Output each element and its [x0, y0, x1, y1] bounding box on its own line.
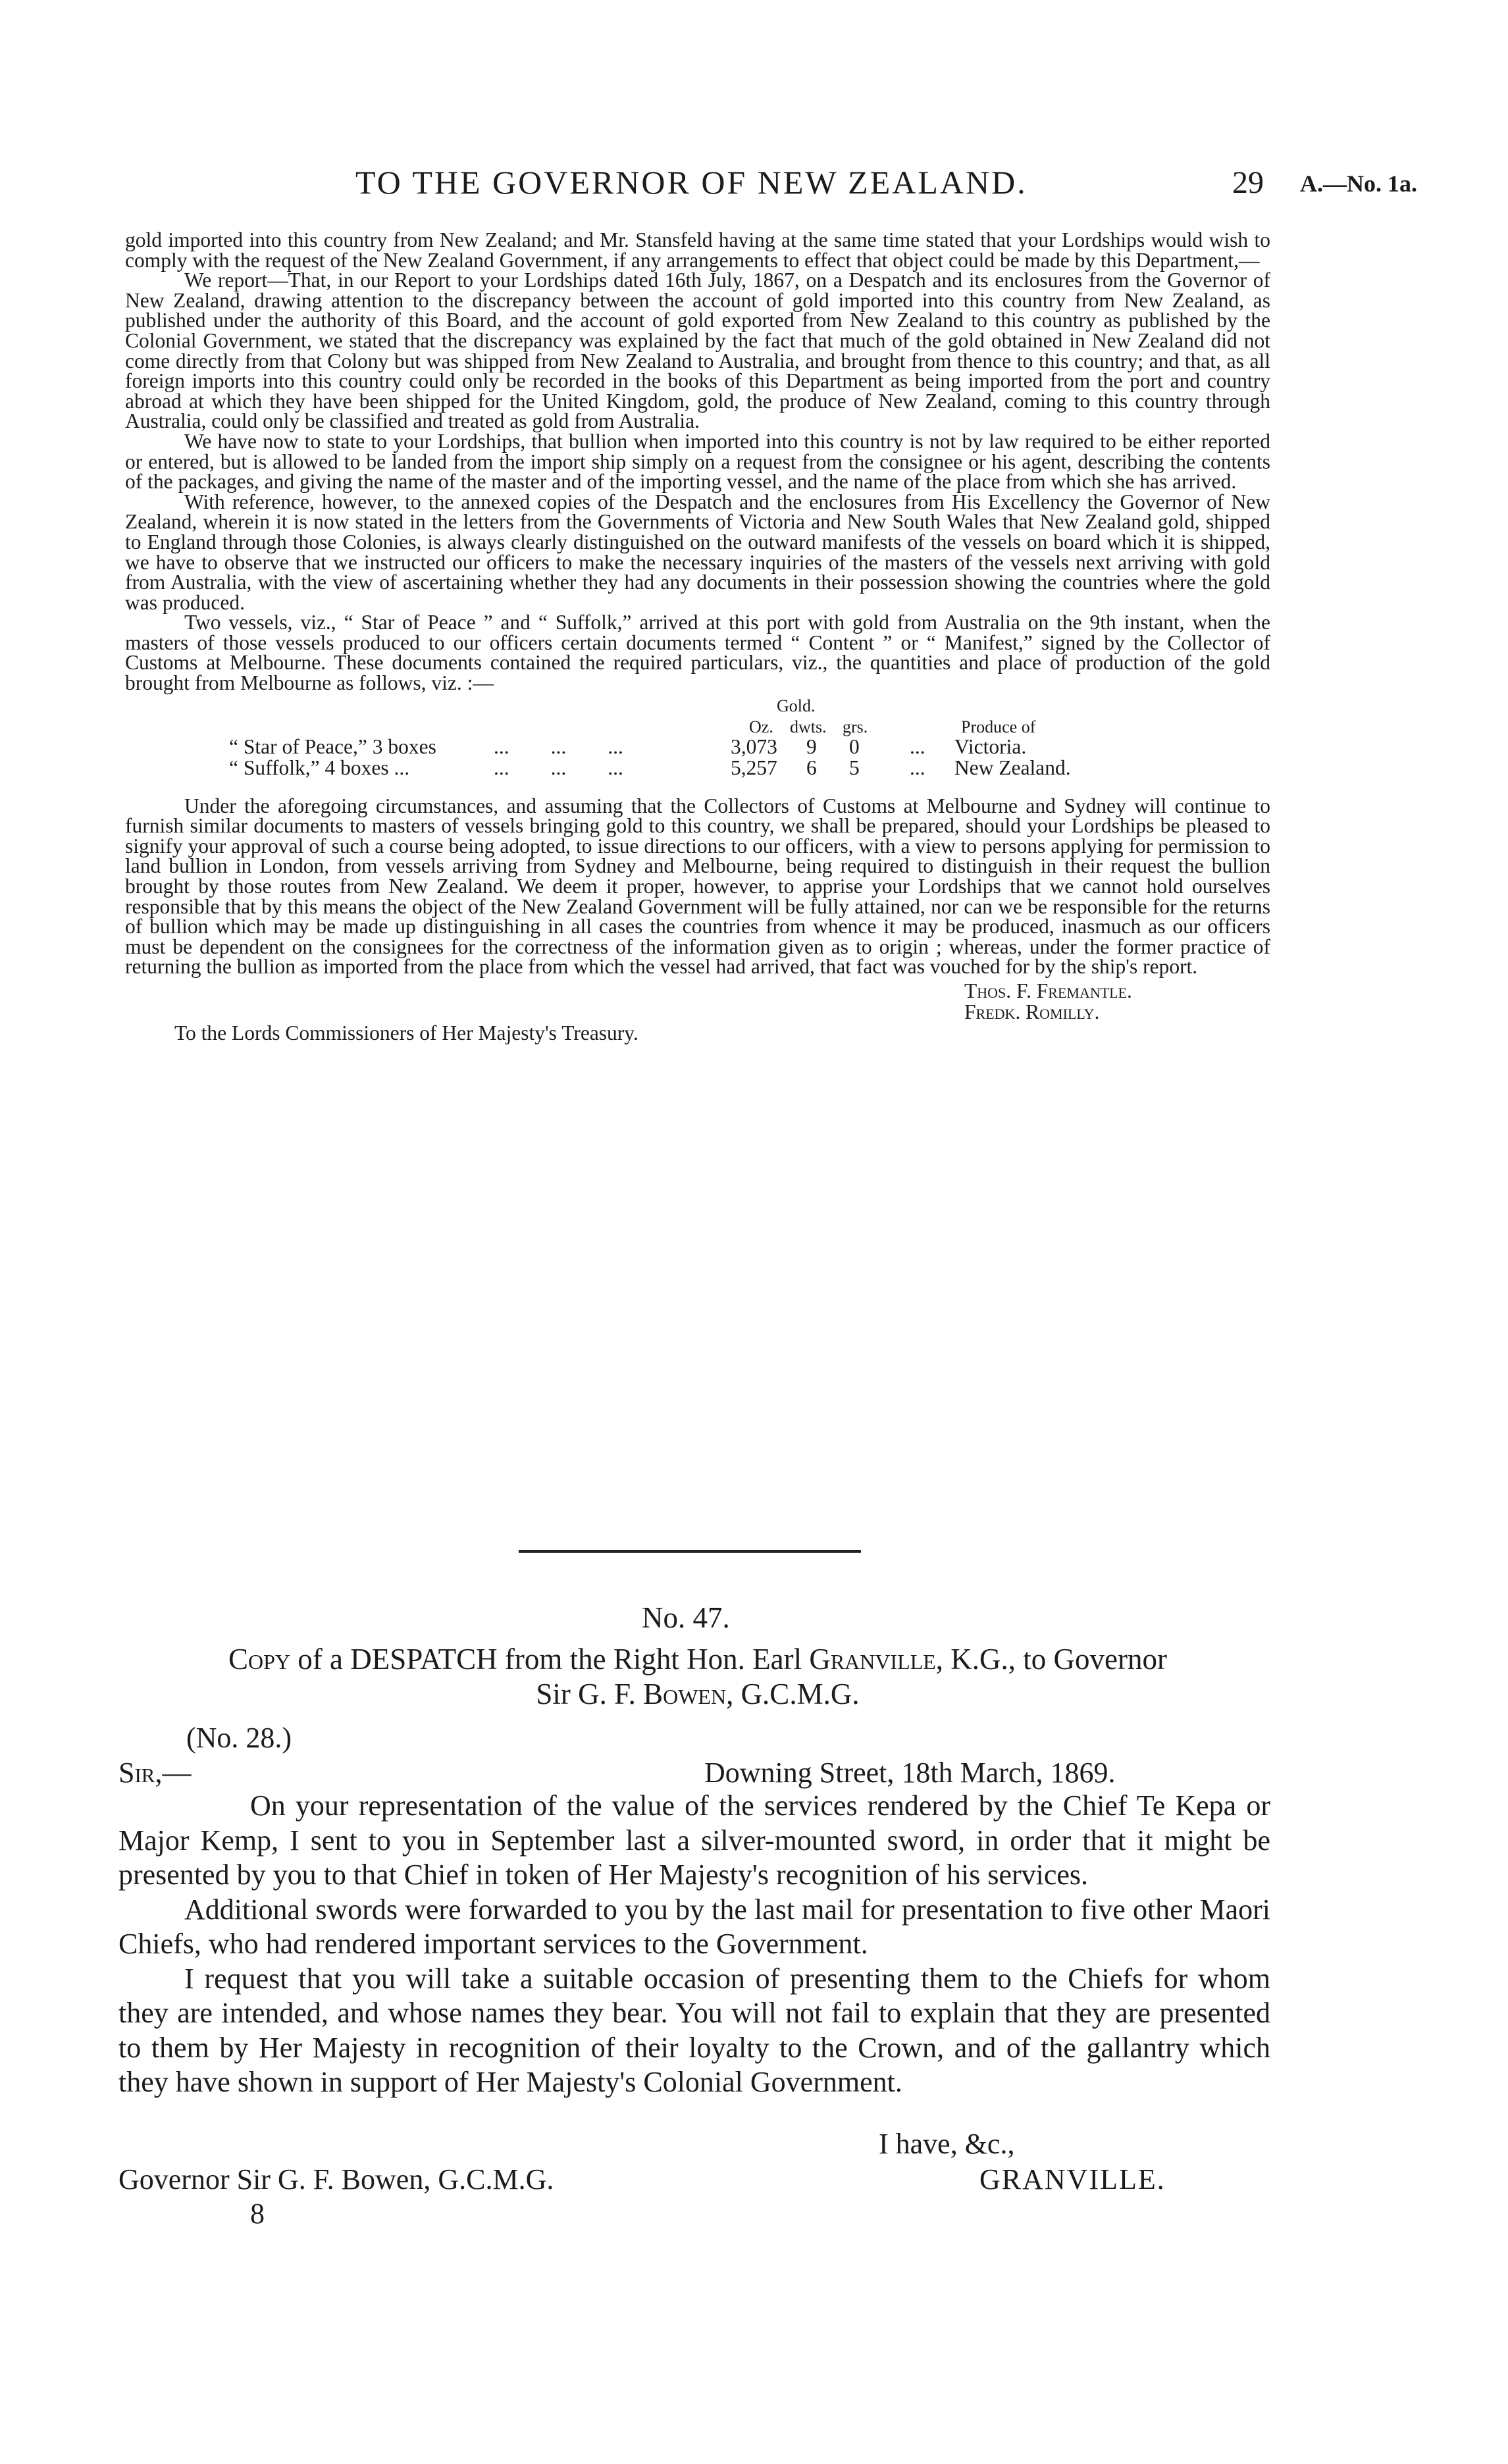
gold-shipment-table: [125, 694, 1270, 796]
letter-signer: GRANVILLE.: [979, 2163, 1166, 2195]
section-divider: [519, 1550, 861, 1553]
table-row-dwts: 9: [806, 734, 817, 758]
oz-column-header: Oz.: [749, 717, 773, 736]
page-number: 29: [1232, 165, 1264, 200]
grs-column-header: grs.: [843, 717, 868, 736]
table-row-vessel: “ Suffolk,” 4 boxes ...: [229, 756, 410, 779]
salutation: Sir,—: [118, 1757, 192, 1789]
despatch-heading: [118, 1642, 1277, 1712]
letter-closing: I have, &c.,: [879, 2128, 1015, 2160]
heading-text: , G.C.M.G.: [726, 1678, 860, 1710]
table-row-vessel: “ Star of Peace,” 3 boxes: [229, 734, 436, 758]
place-and-date: Downing Street, 18th March, 1869.: [704, 1757, 1116, 1789]
despatch-number: No. 47.: [642, 1601, 730, 1634]
report-paragraph: gold imported into this country from New Zealand; and Mr. Stansfeld having at the same time stated that your Lordships would wish to comply with the request of the New Zealand Government, if any arrangements to effect that object could be made by this Department,—: [125, 228, 1270, 272]
report-signature-block: [125, 977, 1270, 1056]
gold-column-header: Gold.: [777, 696, 816, 715]
heading-copy: Copy: [228, 1643, 291, 1676]
table-row-grs: 5: [849, 756, 860, 779]
table-row-leader: ...: [910, 734, 925, 758]
table-row-dwts: 6: [806, 756, 817, 779]
report-body: [125, 230, 1270, 1056]
table-row-produce: Victoria.: [954, 734, 1027, 758]
heading-text: , K.G., to Governor: [935, 1643, 1167, 1676]
report-paragraph: We have now to state to your Lordships, that bullion when imported into this country is not by law required to be either reported or entered, but is allowed to be landed from the import ship simply on a request from the consignee or his agent, describing the contents of the packages, and giving the name of the master and of the importing vessel, and the name of the place from which she has arrived.: [125, 429, 1270, 494]
series-reference: A.—No. 1a.: [1300, 170, 1417, 197]
table-row-oz: 5,257: [731, 756, 777, 779]
table-row-grs: 0: [849, 734, 860, 758]
page-header-title: TO THE GOVERNOR OF NEW ZEALAND.: [355, 164, 1027, 201]
table-row-leader: ... ... ...: [494, 756, 623, 779]
signatory-romilly: Fredk. Romilly.: [964, 1000, 1100, 1023]
sheet-signature: 8: [250, 2197, 265, 2230]
letter-paragraph: I request that you will take a suitable occasion of presenting them to the Chiefs for whom they are intended, and whose names they bear. You will not fail to explain that they are presented to them by Her Majesty in recognition of their loyalty to the Crown, and of the gallantry which they have shown in support of Her Majesty's Colonial Government.: [118, 1962, 1270, 2098]
report-paragraph: Two vessels, viz., “ Star of Peace ” and “ Suffolk,” arrived at this port with gold from Australia on the 9th instant, when the masters of those vessels produced to our officers certain documents termed “ Content ” or “ Manifest,” signed by the Collector of Customs at Melbourne. These documents contained the required particulars, viz., the quantities and place of production of the gold brought from Melbourne as follows, viz. :—: [125, 611, 1270, 695]
report-paragraph: We report—That, in our Report to your Lordships dated 16th July, 1867, on a Despatch and its enclosures from the Governor of New Zealand, drawing attention to the discrepancy between the account of gold imported into this country from New Zealand, as published under the authority of this Board, and the account of gold exported from New Zealand to this country as published by the Colonial Government, we stated that the discrepancy was explained by the fact that much of the gold obtained in New Zealand did not come directly from that Colony but was shipped from New Zealand to Australia, and brought from thence to this country; and that, as all foreign imports into this country could only be recorded in the books of this Department as being imported from the port and country abroad at which they have been shipped for the United Kingdom, gold, the produce of New Zealand, coming to this country through Australia, could only be classified and treated as gold from Australia.: [125, 269, 1270, 433]
heading-text: of a DESPATCH from the Right Hon. Earl: [290, 1643, 810, 1676]
letter-paragraph: On your representation of the value of the services rendered by the Chief Te Kepa or Major Kemp, I sent to you in September last a silver-mounted sword, in order that it might be presented by you to that Chief in token of Her Majesty's recognition of his services.: [118, 1789, 1270, 1891]
dwts-column-header: dwts.: [790, 717, 827, 736]
report-paragraph: Under the aforegoing circumstances, and assuming that the Collectors of Customs at Melbourne and Sydney will continue to furnish similar documents to masters of vessels bringing gold to this country, we shall be prepared, should your Lordships be pleased to signify your approval of such a course being adopted, to issue directions to our officers, with a view to persons applying for permission to land bullion in London, from vessels arriving from Sydney and Melbourne, being required to distinguish in their request the bullion brought by those routes from New Zealand. We deem it proper, however, to apprise your Lordships that we cannot hold ourselves responsible that by this means the object of the New Zealand Government will be fully attained, nor can we be responsible for the returns of bullion which may be made up distinguishing in all cases the countries from whence it may be produced, inasmuch as our officers must be dependent on the consignees for the correctness of the information given as to origin ; whereas, under the former practice of returning the bullion as imported from the place from which the vessel had arrived, that fact was vouched for by the ship's report.: [125, 794, 1270, 979]
heading-bowen: Bowen: [643, 1678, 727, 1710]
table-row-produce: New Zealand.: [954, 756, 1071, 779]
table-row-leader: ... ... ...: [494, 734, 623, 758]
despatch-reference-number: (No. 28.): [186, 1722, 292, 1754]
letter-addressee: Governor Sir G. F. Bowen, G.C.M.G.: [118, 2163, 554, 2195]
heading-text: Sir G. F.: [536, 1678, 644, 1710]
report-addressee: To the Lords Commissioners of Her Majesty's Treasury.: [174, 1021, 638, 1044]
table-row-oz: 3,073: [731, 734, 777, 758]
letter-body: [118, 1789, 1270, 2100]
signatory-fremantle: Thos. F. Fremantle.: [964, 979, 1132, 1002]
letter-paragraph: Additional swords were forwarded to you by the last mail for presentation to five other Maori Chiefs, who had rendered important services to the Government.: [118, 1893, 1270, 1960]
table-row-leader: ...: [910, 756, 925, 779]
produce-column-header: Produce of: [961, 717, 1036, 736]
heading-granville: Granville: [809, 1643, 936, 1676]
report-paragraph: With reference, however, to the annexed copies of the Despatch and the enclosures from His Excellency the Governor of New Zealand, wherein it is now stated in the letters from the Governments of Victoria and New South Wales that New Zealand gold, shipped to England through those Colonies, is always clearly distinguished on the outward manifests of the vessels on board which it is shipped, we have to observe that we instructed our officers to make the necessary inquiries of the masters of the vessels next arriving with gold from Australia, with the view of ascertaining whether they had any documents in their possession showing the countries where the gold was produced.: [125, 490, 1270, 614]
